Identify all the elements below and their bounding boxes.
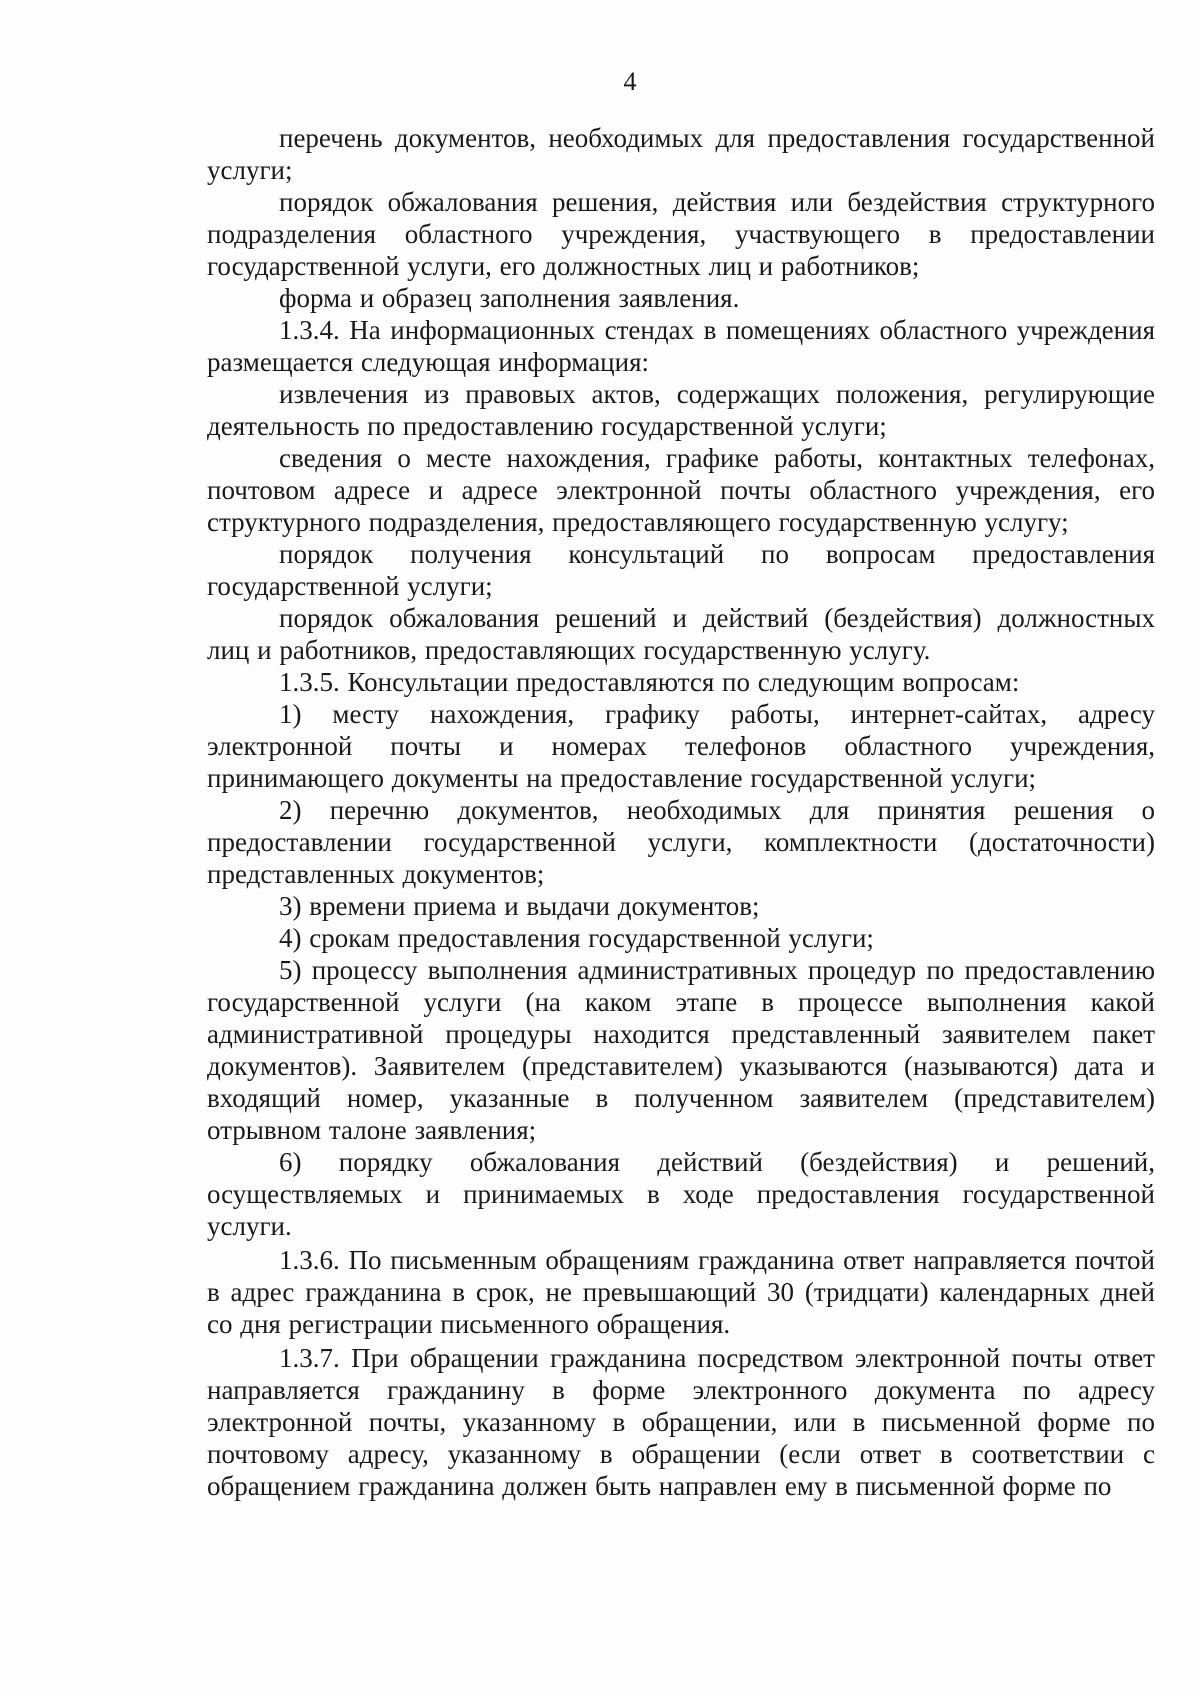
document-body xyxy=(207,122,1155,1502)
paragraph: 4) срокам предоставления государственной услуги; xyxy=(279,923,874,953)
paragraph: порядок получения консультаций по вопросам предоставления государственной услуги; xyxy=(207,539,1155,601)
paragraph: извлечения из правовых актов, содержащих положения, регулирующие деятельность по предоставлению государственной услуги; xyxy=(207,379,1155,441)
paragraph: 1.3.4. На информационных стендах в помещениях областного учреждения размещается следующая информация: xyxy=(207,315,1155,377)
paragraph: 6) порядку обжалования действий (бездействия) и решений, осуществляемых и принимаемых в ходе предоставления государственной услуги. xyxy=(207,1147,1155,1241)
paragraph: форма и образец заполнения заявления. xyxy=(279,283,740,313)
paragraph: перечень документов, необходимых для предоставления государственной услуги; xyxy=(207,123,1155,185)
paragraph: сведения о месте нахождения, графике работы, контактных телефонах, почтовом адресе и адресе электронной почты областного учреждения, его структурного подразделения, предоставляющего государственную услугу; xyxy=(207,443,1155,537)
paragraph: 1.3.6. По письменным обращениям гражданина ответ направляется почтой в адрес гражданина в срок, не превышающий 30 (тридцати) календарных дней со дня регистрации письменного обращения. xyxy=(207,1245,1155,1339)
paragraph: порядок обжалования решения, действия или бездействия структурного подразделения областного учреждения, участвующего в предоставлении государственной услуги, его должностных лиц и работников; xyxy=(207,187,1155,281)
paragraph: 1.3.7. При обращении гражданина посредством электронной почты ответ направляется гражданину в форме электронного документа по адресу электронной почты, указанному в обращении, или в письменной форме по почтовому адресу, указанному в обращении (если ответ в соответствии с обращением гражданина должен быть направлен ему в письменной форме по xyxy=(207,1343,1155,1501)
paragraph: 5) процессу выполнения административных процедур по предоставлению государственной услуги (на каком этапе в процессе выполнения какой административной процедуры находится представленный заявителем пакет документов). Заявителем (представителем) указываются (называются) дата и входящий номер, указанные в полученном заявителем (представителем) отрывном талоне заявления; xyxy=(207,955,1155,1145)
paragraph: 3) времени приема и выдачи документов; xyxy=(279,891,760,921)
paragraph: 1) месту нахождения, графику работы, интернет-сайтах, адресу электронной почты и номерах телефонов областного учреждения, принимающего документы на предоставление государственной услуги; xyxy=(207,699,1155,793)
paragraph: 2) перечню документов, необходимых для принятия решения о предоставлении государственной услуги, комплектности (достаточности) представленных документов; xyxy=(207,795,1155,889)
paragraph: 1.3.5. Консультации предоставляются по следующим вопросам: xyxy=(279,667,1020,697)
paragraph: порядок обжалования решений и действий (бездействия) должностных лиц и работников, предоставляющих государственную услугу. xyxy=(207,603,1155,665)
page-number: 4 xyxy=(623,67,637,96)
